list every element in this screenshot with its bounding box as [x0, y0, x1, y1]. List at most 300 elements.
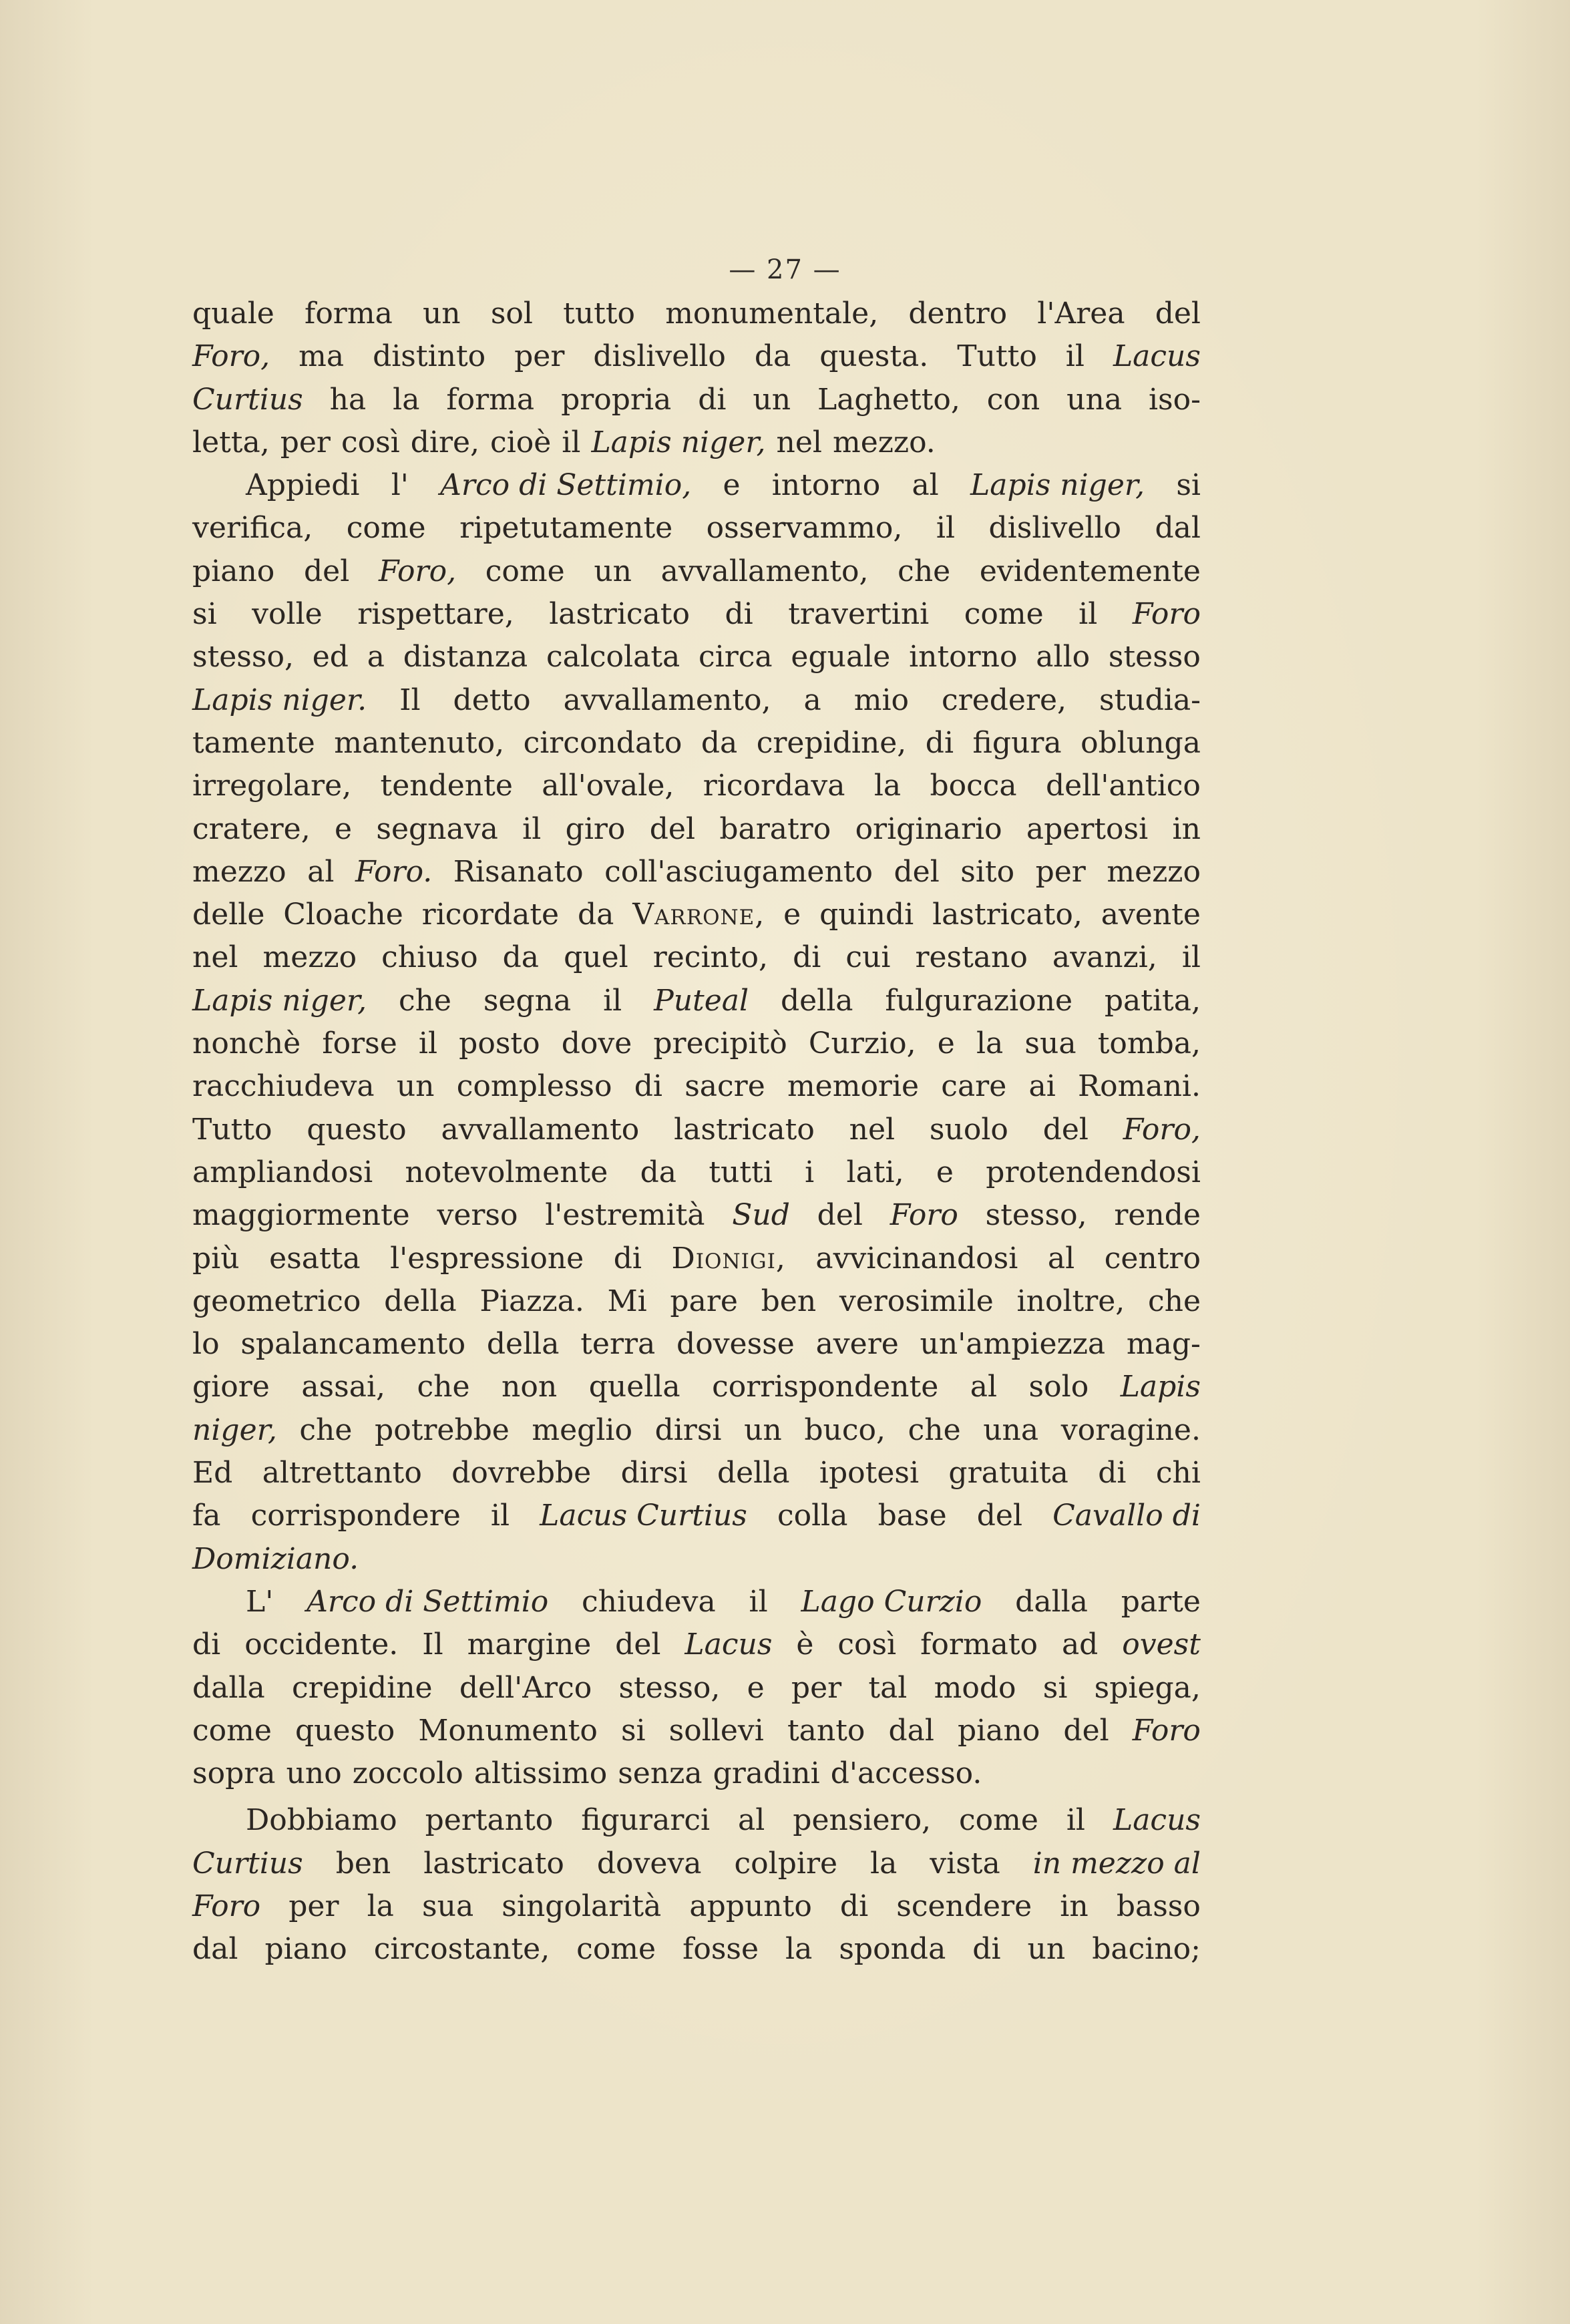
text-word: un	[422, 297, 461, 331]
text-word: che	[417, 1370, 470, 1404]
text-word: sua	[1024, 1026, 1076, 1061]
text-word: centro	[1104, 1241, 1201, 1276]
text-word: Curtius	[192, 382, 303, 417]
text-word: come	[576, 1932, 656, 1967]
text-word: gratuita	[948, 1456, 1068, 1491]
text-word: del	[1063, 1713, 1109, 1748]
text-word: patita,	[1104, 983, 1201, 1018]
text-word: Foro.	[355, 854, 433, 889]
text-word: Lacus Curtius	[540, 1499, 747, 1533]
text-word: l'estremità	[545, 1198, 705, 1233]
text-word: piano	[192, 554, 275, 588]
text-word: mezzo.	[832, 425, 936, 459]
text-word: singolarità	[502, 1889, 662, 1923]
text-word: un	[396, 1069, 435, 1104]
text-word: Lapis	[1120, 1370, 1201, 1404]
text-word: stesso,	[192, 640, 294, 674]
text-line	[192, 636, 1201, 679]
text-word: che	[1147, 1284, 1201, 1318]
page-number: — 27 —	[729, 254, 841, 285]
text-word: base	[877, 1499, 947, 1533]
text-word: che	[908, 1412, 961, 1447]
text-word: in	[1172, 811, 1201, 846]
text-word: come	[964, 597, 1044, 632]
text-word: da	[640, 1155, 677, 1189]
text-word: ipotesi	[819, 1456, 920, 1491]
text-word: assai,	[301, 1370, 385, 1404]
text-word: stesso,	[618, 1670, 721, 1705]
text-word: tomba,	[1097, 1026, 1201, 1061]
text-word: tendente	[380, 769, 513, 803]
text-word: l'espressione	[390, 1241, 584, 1276]
text-word: la	[870, 1846, 898, 1881]
text-word: un'ampiezza	[920, 1327, 1106, 1362]
text-word: Curtius	[192, 1846, 303, 1881]
text-word: a	[803, 683, 821, 717]
text-word: stesso	[1108, 640, 1201, 674]
text-word: al	[912, 468, 939, 503]
text-word: notevolmente	[405, 1155, 608, 1189]
text-word: Puteal	[654, 983, 749, 1018]
text-word: così	[837, 1627, 897, 1662]
text-word: protendendosi	[986, 1155, 1201, 1189]
text-word: oblunga	[1081, 725, 1201, 760]
text-line	[192, 1065, 1201, 1108]
text-word: baratro	[719, 811, 831, 846]
text-word: il	[522, 811, 542, 846]
text-word: figurarci	[581, 1803, 711, 1838]
text-line	[192, 550, 1201, 593]
text-word: lastricato,	[932, 898, 1083, 932]
text-word: verso	[437, 1198, 518, 1233]
text-line	[192, 1710, 1201, 1752]
text-line	[192, 722, 1201, 765]
text-word: buco,	[804, 1412, 886, 1447]
text-word: della	[384, 1284, 457, 1318]
text-line	[192, 1109, 1201, 1151]
text-line	[192, 851, 1201, 894]
text-word: Lapis niger,	[970, 468, 1145, 503]
text-word: chiudeva	[582, 1584, 716, 1619]
text-word: del	[894, 854, 940, 889]
text-word: volle	[252, 597, 323, 632]
text-line	[192, 1799, 1201, 1842]
text-line	[192, 379, 1201, 421]
text-word: zoccolo	[352, 1756, 463, 1791]
text-word: dislivello	[593, 339, 726, 374]
text-word: e	[937, 1026, 955, 1061]
text-word: detto	[453, 683, 531, 717]
text-line	[192, 1323, 1201, 1366]
text-word: e	[723, 468, 741, 503]
text-word: del	[1042, 1112, 1089, 1147]
text-word: per	[791, 1670, 842, 1705]
text-word: si	[192, 597, 217, 632]
text-word: avere	[815, 1327, 899, 1362]
text-word: del	[976, 1499, 1023, 1533]
text-word: Lacus	[1113, 1803, 1201, 1838]
text-word: in mezzo al	[1032, 1846, 1201, 1881]
text-word: ed	[312, 640, 349, 674]
text-word: racchiudeva	[192, 1069, 375, 1104]
text-word: da	[701, 725, 738, 760]
text-word: questo	[307, 1112, 407, 1147]
text-word: Lago Curzio	[801, 1584, 982, 1619]
text-word: Ed	[192, 1456, 233, 1491]
text-line	[192, 1495, 1201, 1537]
text-line	[192, 421, 1201, 464]
text-word: del	[817, 1198, 863, 1233]
text-word: non	[502, 1370, 558, 1404]
text-word: travertini	[788, 597, 930, 632]
text-word: altissimo	[473, 1756, 608, 1791]
text-word: il	[418, 1026, 438, 1061]
text-word: di	[613, 1241, 642, 1276]
text-word: Cavallo di	[1052, 1499, 1201, 1533]
text-word: dal	[192, 1932, 238, 1967]
text-word: delle	[192, 898, 265, 932]
text-word: si	[620, 1713, 646, 1748]
text-word: intorno	[771, 468, 881, 503]
text-line	[192, 464, 1201, 507]
text-word: modo	[934, 1670, 1016, 1705]
text-line	[192, 1581, 1201, 1623]
text-word: L'	[246, 1584, 274, 1619]
text-line	[192, 1843, 1201, 1885]
text-word: il	[1078, 597, 1098, 632]
text-word: Foro	[192, 1889, 261, 1923]
text-word: un	[1027, 1932, 1066, 1967]
text-word: dal	[1155, 511, 1201, 546]
text-word: Monumento	[418, 1713, 598, 1748]
text-line	[192, 679, 1201, 722]
text-word: apertosi	[1026, 811, 1149, 846]
text-word: Arco di Settimio	[307, 1584, 549, 1619]
text-line	[192, 936, 1201, 979]
text-word: del	[1155, 297, 1201, 331]
text-word: mantenuto,	[334, 725, 505, 760]
text-word: avvallamento	[441, 1112, 640, 1147]
text-word: nel	[192, 940, 238, 975]
text-word: dire,	[410, 425, 480, 459]
text-word: avvallamento,	[660, 554, 869, 588]
text-word: distinto	[373, 339, 486, 374]
text-word: di	[1098, 1456, 1127, 1491]
text-word: di	[793, 940, 821, 975]
text-word: bocca	[930, 769, 1017, 803]
text-word: come	[959, 1803, 1038, 1838]
text-word: ben	[335, 1846, 391, 1881]
text-word: la	[785, 1932, 813, 1967]
text-word: intorno	[909, 640, 1018, 674]
text-word: corrispondente	[712, 1370, 939, 1404]
text-line	[192, 1022, 1201, 1065]
text-word: per	[1035, 854, 1086, 889]
text-word: del	[615, 1627, 661, 1662]
text-word: evidentemente	[979, 554, 1201, 588]
text-word: crepidine,	[756, 725, 907, 760]
text-word: Mi	[607, 1284, 647, 1318]
text-word: l'	[391, 468, 409, 503]
text-word: Cloache	[283, 898, 403, 932]
text-word: il	[1066, 1803, 1086, 1838]
text-word: in	[1060, 1889, 1089, 1923]
text-word: inoltre,	[1016, 1284, 1125, 1318]
text-word: il	[936, 511, 956, 546]
text-line	[192, 765, 1201, 807]
text-word: crepidine	[292, 1670, 433, 1705]
text-word: monumentale,	[665, 297, 879, 331]
text-word: tal	[868, 1670, 908, 1705]
text-word: così	[341, 425, 400, 459]
text-line	[192, 335, 1201, 378]
text-word: geometrico	[192, 1284, 361, 1318]
text-word: tanto	[787, 1713, 865, 1748]
text-word: Laghetto,	[817, 382, 960, 417]
text-word: verosimile	[839, 1284, 994, 1318]
text-word: un	[753, 382, 791, 417]
text-word: questa.	[819, 339, 929, 374]
text-word: letta,	[192, 425, 270, 459]
text-line	[192, 1452, 1201, 1495]
text-word: al	[970, 1370, 998, 1404]
text-word: Dionigi,	[671, 1241, 786, 1276]
text-word: sopra	[192, 1756, 276, 1791]
text-word: restano	[915, 940, 1028, 975]
text-word: chiuso	[381, 940, 478, 975]
text-word: che	[898, 554, 951, 588]
text-word: ben	[761, 1284, 817, 1318]
text-word: esatta	[269, 1241, 361, 1276]
text-word: credere,	[942, 683, 1067, 717]
text-word: mezzo	[1107, 854, 1201, 889]
text-line	[192, 1885, 1201, 1928]
text-word: fulgurazione	[885, 983, 1073, 1018]
text-word: dal	[888, 1713, 934, 1748]
text-word: della	[780, 983, 853, 1018]
text-word: Foro	[1132, 1713, 1201, 1748]
text-word: dirsi	[654, 1412, 722, 1447]
text-word: della	[717, 1456, 790, 1491]
text-word: per	[288, 1889, 339, 1923]
text-word: dell'Arco	[459, 1670, 592, 1705]
text-word: d'accesso.	[830, 1756, 982, 1791]
text-line	[192, 1409, 1201, 1452]
text-word: piano	[264, 1932, 347, 1967]
text-word: pertanto	[425, 1803, 554, 1838]
text-word: e	[936, 1155, 954, 1189]
text-word: nel	[849, 1112, 896, 1147]
text-word: irregolare,	[192, 769, 352, 803]
text-word: complesso	[456, 1069, 612, 1104]
text-word: di	[698, 382, 727, 417]
text-word: quindi	[819, 898, 914, 932]
text-line	[192, 293, 1201, 335]
text-word: avanzi,	[1052, 940, 1157, 975]
text-word: ad	[1061, 1627, 1099, 1662]
text-word: rende	[1114, 1198, 1201, 1233]
text-word: Foro	[890, 1198, 958, 1233]
text-word: la	[976, 1026, 1004, 1061]
text-word: Foro,	[1123, 1112, 1201, 1147]
text-word: osservammo,	[706, 511, 903, 546]
text-word: giro	[565, 811, 626, 846]
text-word: Dobbiamo	[246, 1803, 397, 1838]
text-word: stesso,	[985, 1198, 1087, 1233]
text-word: con	[986, 382, 1040, 417]
text-word: Piazza.	[479, 1284, 584, 1318]
text-word: quale	[192, 297, 274, 331]
text-word: care	[941, 1069, 1007, 1104]
text-word: ai	[1028, 1069, 1056, 1104]
text-line	[192, 1623, 1201, 1666]
text-word: meglio	[532, 1412, 632, 1447]
text-word: cui	[845, 940, 891, 975]
text-line	[192, 1194, 1201, 1237]
text-word: è	[796, 1627, 814, 1662]
text-word: Lacus	[1113, 339, 1201, 374]
text-word: una	[983, 1412, 1039, 1447]
text-word: Arco di Settimio,	[440, 468, 692, 503]
text-word: di	[925, 725, 954, 760]
text-word: forse	[322, 1026, 397, 1061]
text-word: ricordate	[421, 898, 560, 932]
text-word: Appiedi	[246, 468, 360, 503]
text-word: basso	[1116, 1889, 1201, 1923]
text-word: avente	[1101, 898, 1201, 932]
text-word: coll'asciugamento	[604, 854, 873, 889]
text-word: sito	[960, 854, 1015, 889]
text-word: studia-	[1099, 683, 1201, 717]
text-word: il	[562, 425, 581, 459]
text-word: doveva	[596, 1846, 702, 1881]
text-word: il	[1181, 940, 1201, 975]
text-word: ripetutamente	[459, 511, 673, 546]
text-word: sacre	[684, 1069, 765, 1104]
text-word: Foro	[1132, 597, 1201, 632]
text-word: Lapis niger.	[192, 683, 367, 717]
text-word: la	[367, 1889, 394, 1923]
text-word: circa	[699, 640, 773, 674]
text-word: Lacus	[684, 1627, 773, 1662]
text-word: e	[783, 898, 801, 932]
text-word: lo	[192, 1327, 220, 1362]
text-word: al	[307, 854, 335, 889]
text-word: precipitò	[653, 1026, 787, 1061]
text-line	[192, 593, 1201, 636]
text-word: distanza	[403, 640, 528, 674]
text-word: spiega,	[1094, 1670, 1201, 1705]
text-word: tamente	[192, 725, 315, 760]
text-word: lastricato	[549, 597, 690, 632]
text-word: ma	[299, 339, 345, 374]
text-line	[192, 980, 1201, 1022]
text-word: ampliandosi	[192, 1155, 373, 1189]
text-word: niger,	[192, 1412, 277, 1447]
text-word: all'ovale,	[542, 769, 674, 803]
text-word: eguale	[791, 640, 891, 674]
text-word: scendere	[896, 1889, 1032, 1923]
text-word: e	[747, 1670, 765, 1705]
text-word: Curzio,	[808, 1026, 916, 1061]
text-word: i	[805, 1155, 815, 1189]
text-word: mezzo	[192, 854, 286, 889]
text-word: circostante,	[373, 1932, 550, 1967]
text-word: avvallamento,	[563, 683, 771, 717]
text-line	[192, 1667, 1201, 1710]
text-word: avvicinandosi	[815, 1241, 1018, 1276]
text-word: una	[1066, 382, 1123, 417]
text-word: allo	[1036, 640, 1091, 674]
text-word: spalancamento	[240, 1327, 466, 1362]
text-word: questo	[295, 1713, 395, 1748]
text-word: colla	[777, 1499, 848, 1533]
text-word: forma	[446, 382, 535, 417]
text-word: sponda	[839, 1932, 946, 1967]
text-word: Foro,	[192, 339, 270, 374]
text-word: Tutto	[192, 1112, 272, 1147]
text-word: ovest	[1122, 1627, 1201, 1662]
text-word: forma	[305, 297, 393, 331]
text-word: pare	[670, 1284, 738, 1318]
text-word: l'Area	[1037, 297, 1125, 331]
text-word: senza	[618, 1756, 703, 1791]
text-word: da	[754, 339, 791, 374]
text-word: segna	[483, 983, 572, 1018]
text-word: a	[367, 640, 385, 674]
text-word: Romani.	[1078, 1069, 1201, 1104]
text-word: piano	[958, 1713, 1040, 1748]
text-word: mio	[853, 683, 910, 717]
text-word: nonchè	[192, 1026, 301, 1061]
text-word: verifica,	[192, 511, 313, 546]
text-word: di	[839, 1889, 869, 1923]
text-line	[192, 808, 1201, 851]
text-word: Risanato	[453, 854, 584, 889]
text-word: tutti	[709, 1155, 773, 1189]
text-word: chi	[1155, 1456, 1201, 1491]
text-word: ricordava	[703, 769, 845, 803]
text-word: di	[972, 1932, 1001, 1967]
text-word: pensiero,	[793, 1803, 932, 1838]
text-word: nel	[776, 425, 822, 459]
text-word: come	[485, 554, 565, 588]
text-line	[192, 894, 1201, 936]
text-word: giore	[192, 1370, 270, 1404]
text-word: cioè	[490, 425, 552, 459]
text-word: come	[192, 1713, 272, 1748]
text-word: di	[725, 597, 753, 632]
text-word: da	[577, 898, 614, 932]
text-word: di	[192, 1627, 221, 1662]
text-word: il	[749, 1584, 768, 1619]
text-word: solo	[1028, 1370, 1089, 1404]
text-word: Foro,	[378, 554, 457, 588]
text-word: posto	[459, 1026, 540, 1061]
text-word: il	[1065, 339, 1085, 374]
text-word: bacino;	[1092, 1932, 1201, 1967]
text-word: quel	[564, 940, 628, 975]
text-word: circondato	[523, 725, 682, 760]
text-word: di	[634, 1069, 662, 1104]
text-word: lastricato	[423, 1846, 564, 1881]
text-word: rispettare,	[357, 597, 514, 632]
text-word: quella	[588, 1370, 680, 1404]
text-word: originario	[855, 811, 1002, 846]
text-line	[192, 1151, 1201, 1194]
text-word: si	[1042, 1670, 1068, 1705]
text-word: fosse	[682, 1932, 759, 1967]
